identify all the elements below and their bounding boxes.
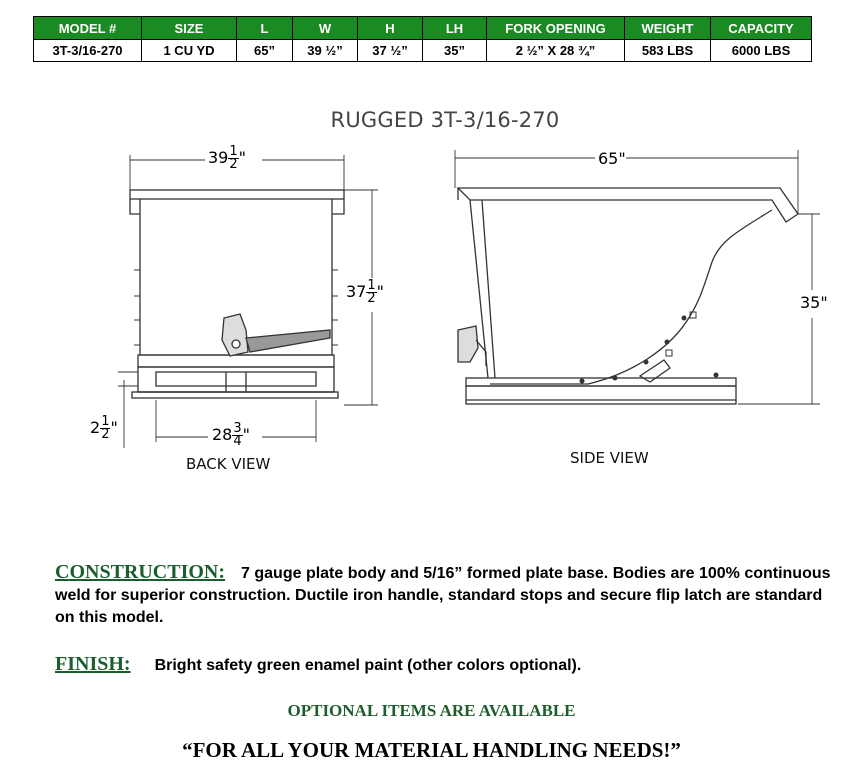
header-height: H [358, 17, 423, 40]
dim-fork-width-unit: " [242, 425, 250, 444]
dim-fork-width-num: 3 [233, 421, 242, 436]
dim-width-whole: 39 [208, 148, 229, 167]
dim-fork-height-num: 1 [101, 414, 110, 429]
dim-width-back [208, 146, 246, 171]
header-lip-height: LH [423, 17, 487, 40]
value-height: 37 ½” [358, 40, 423, 62]
dim-height-fraction [366, 280, 376, 305]
dim-fork-height-fraction [100, 416, 110, 441]
optional-items-note: OPTIONAL ITEMS ARE AVAILABLE [287, 701, 576, 720]
dim-fork-height [90, 416, 118, 441]
value-model: 3T-3/16-270 [34, 40, 142, 62]
drawing-title: RUGGED 3T-3/16-270 [330, 108, 560, 132]
finish-heading: FINISH: [55, 653, 131, 675]
value-weight: 583 LBS [625, 40, 711, 62]
dim-height-whole: 37 [346, 282, 367, 301]
construction-heading: CONSTRUCTION: [55, 561, 226, 583]
value-width: 39 ½” [293, 40, 358, 62]
dim-height-num: 1 [367, 278, 376, 293]
header-length: L [237, 17, 293, 40]
dim-lip-height-side: 35" [800, 293, 828, 312]
spec-header-row [34, 17, 812, 40]
spec-table [33, 16, 812, 62]
header-width: W [293, 17, 358, 40]
finish-paragraph [55, 653, 845, 677]
value-capacity: 6000 LBS [711, 40, 812, 62]
side-view-drawing [458, 188, 798, 404]
construction-text: 7 gauge plate body and 5/16” formed plate base. Bodies are 100% continuous weld for superior construction. Ductile iron handle, standard stops and secure flip latch are standard on this model. [55, 565, 831, 626]
dim-height-unit: " [376, 282, 384, 301]
construction-paragraph [55, 561, 845, 629]
dim-fork-width-fraction [232, 423, 242, 448]
finish-text: Bright safety green enamel paint (other colors optional). [154, 657, 582, 674]
dim-fork-width [212, 423, 250, 448]
spec-value-row [34, 40, 812, 62]
header-capacity: CAPACITY [711, 17, 812, 40]
dim-length-side: 65" [598, 149, 626, 168]
header-fork-opening: FORK OPENING [487, 17, 625, 40]
value-fork-opening: 2 ½” X 28 ¾” [487, 40, 625, 62]
dim-fork-height-unit: " [110, 418, 118, 437]
value-lip-height: 35” [423, 40, 487, 62]
header-weight: WEIGHT [625, 17, 711, 40]
dim-fork-width-den: 4 [233, 434, 242, 449]
technical-drawing [0, 95, 863, 485]
dim-fork-height-whole: 2 [90, 418, 101, 437]
back-view-drawing [130, 190, 344, 398]
dim-fork-width-whole: 28 [212, 425, 233, 444]
side-view-label: SIDE VIEW [570, 449, 649, 467]
dim-width-den: 2 [229, 157, 238, 172]
header-model: MODEL # [34, 17, 142, 40]
back-view-label: BACK VIEW [186, 455, 271, 473]
dim-width-num: 1 [229, 144, 238, 159]
value-size: 1 CU YD [142, 40, 237, 62]
dim-width-fraction [228, 146, 238, 171]
dim-fork-height-den: 2 [101, 427, 110, 442]
dim-height-den: 2 [367, 291, 376, 306]
header-size: SIZE [142, 17, 237, 40]
value-length: 65” [237, 40, 293, 62]
tagline: “FOR ALL YOUR MATERIAL HANDLING NEEDS!” [182, 738, 681, 762]
dim-height-back [346, 280, 384, 305]
dim-width-unit: " [238, 148, 246, 167]
